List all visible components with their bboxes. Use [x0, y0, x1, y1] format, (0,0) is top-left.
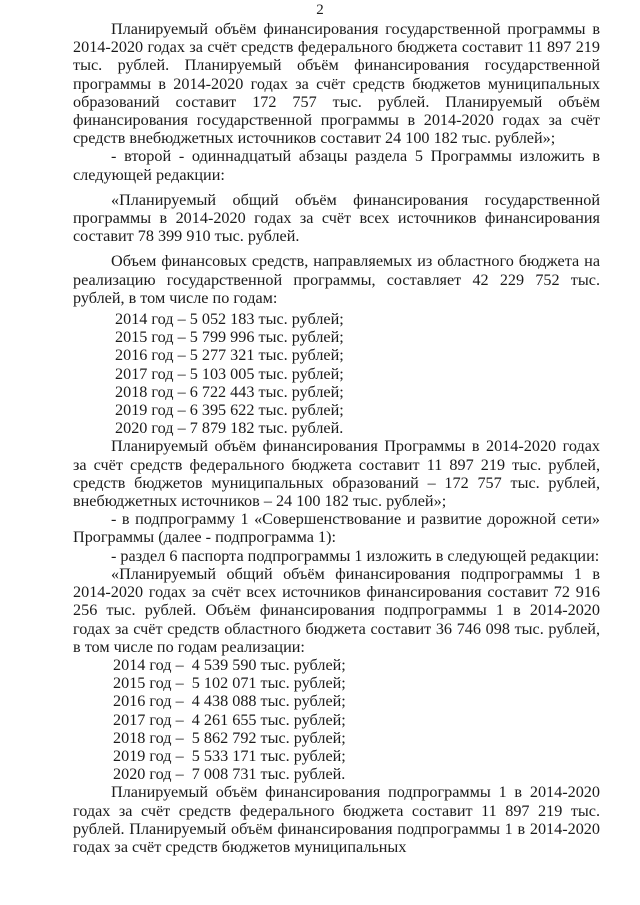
list-item: 2019 год – 6 395 622 тыс. рублей;: [115, 401, 344, 420]
list-item: 2016 год – 4 438 088 тыс. рублей;: [113, 692, 346, 711]
list-item: 2015 год – 5 102 071 тыс. рублей;: [113, 674, 346, 693]
paragraph-subprogram-1-intro: - в подпрограмму 1 «Совершенствование и развитие дорожной сети» Программы (далее - подпрограмма 1):: [73, 510, 600, 547]
list-item: 2020 год – 7 008 731 тыс. рублей.: [113, 765, 346, 784]
list-item: 2017 год – 4 261 655 тыс. рублей;: [113, 710, 346, 729]
paragraph-passport-section-6: - раздел 6 паспорта подпрограммы 1 изложить в следующей редакции:: [111, 546, 600, 565]
paragraph-program-sources: Планируемый объём финансирования Программы в 2014-2020 годах за счёт средств федерального бюджета составит 11 897 219 тыс. рублей, средств бюджетов муниципальных образований – 172 757 тыс. рублей, внебюджетных источников – 24 100 182 тыс. рублей»;: [73, 437, 600, 511]
list-item: 2014 год – 5 052 183 тыс. рублей;: [115, 310, 344, 329]
paragraph-regional-budget: Объем финансовых средств, направляемых из областного бюджета на реализацию государственной программы, составляет 42 229 752 тыс. рублей, в том числе по годам:: [73, 252, 600, 307]
list-item: 2020 год – 7 879 182 тыс. рублей.: [115, 419, 344, 438]
paragraph-subprogram-federal: Планируемый объём финансирования подпрограммы 1 в 2014-2020 годах за счёт средств федерального бюджета составит 11 897 219 тыс. рублей. Планируемый объём финансирования подпрограммы 1 в 2014-2020 годах за счёт средств бюджетов муниципальных: [73, 783, 600, 856]
paragraph-federal-municipal-extrabudget: Планируемый объём финансирования государственной программы в 2014-2020 годах за счёт средств федерального бюджета составит 11 897 219 тыс. рублей. Планируемый объём финансирования государственной программы в 2014-2020 годах за счёт средств бюджетов муниципальных образований составит 172 757 тыс. рублей. Планируемый объём финансирования государственной программы в 2014-2020 годах за счёт средств внебюджетных источников составит 24 100 182 тыс. рублей»;: [73, 20, 600, 148]
list-item: 2018 год – 6 722 443 тыс. рублей;: [115, 382, 344, 401]
list-item: 2017 год – 5 103 005 тыс. рублей;: [115, 364, 344, 383]
list-item: 2018 год – 5 862 792 тыс. рублей;: [113, 728, 346, 747]
subprogram-yearly-funding-list: [73, 656, 600, 783]
list-item: 2014 год – 4 539 590 тыс. рублей;: [113, 655, 346, 674]
paragraph-subprogram-1-total: «Планируемый общий объём финансирования подпрограммы 1 в 2014-2020 годах за счёт всех источников финансирования составит 72 916 256 тыс. рублей. Объём финансирования подпрограммы 1 в 2014-2020 годах за счёт средств областного бюджета составит 36 746 098 тыс. рублей, в том числе по годам реализации:: [73, 564, 600, 656]
page-number: 2: [316, 2, 324, 18]
paragraph-total-financing: «Планируемый общий объём финансирования государственной программы в 2014-2020 годах за счёт всех источников финансирования составит 78 399 910 тыс. рублей.: [73, 190, 600, 246]
list-item: 2019 год – 5 533 171 тыс. рублей;: [113, 746, 346, 765]
paragraph-section-5-amendment: - второй - одиннадцатый абзацы раздела 5 Программы изложить в следующей редакции:: [73, 147, 600, 184]
list-item: 2016 год – 5 277 321 тыс. рублей;: [115, 346, 344, 365]
yearly-funding-list: [73, 310, 600, 437]
document-body: [73, 20, 600, 856]
list-item: 2015 год – 5 799 996 тыс. рублей;: [115, 328, 344, 347]
